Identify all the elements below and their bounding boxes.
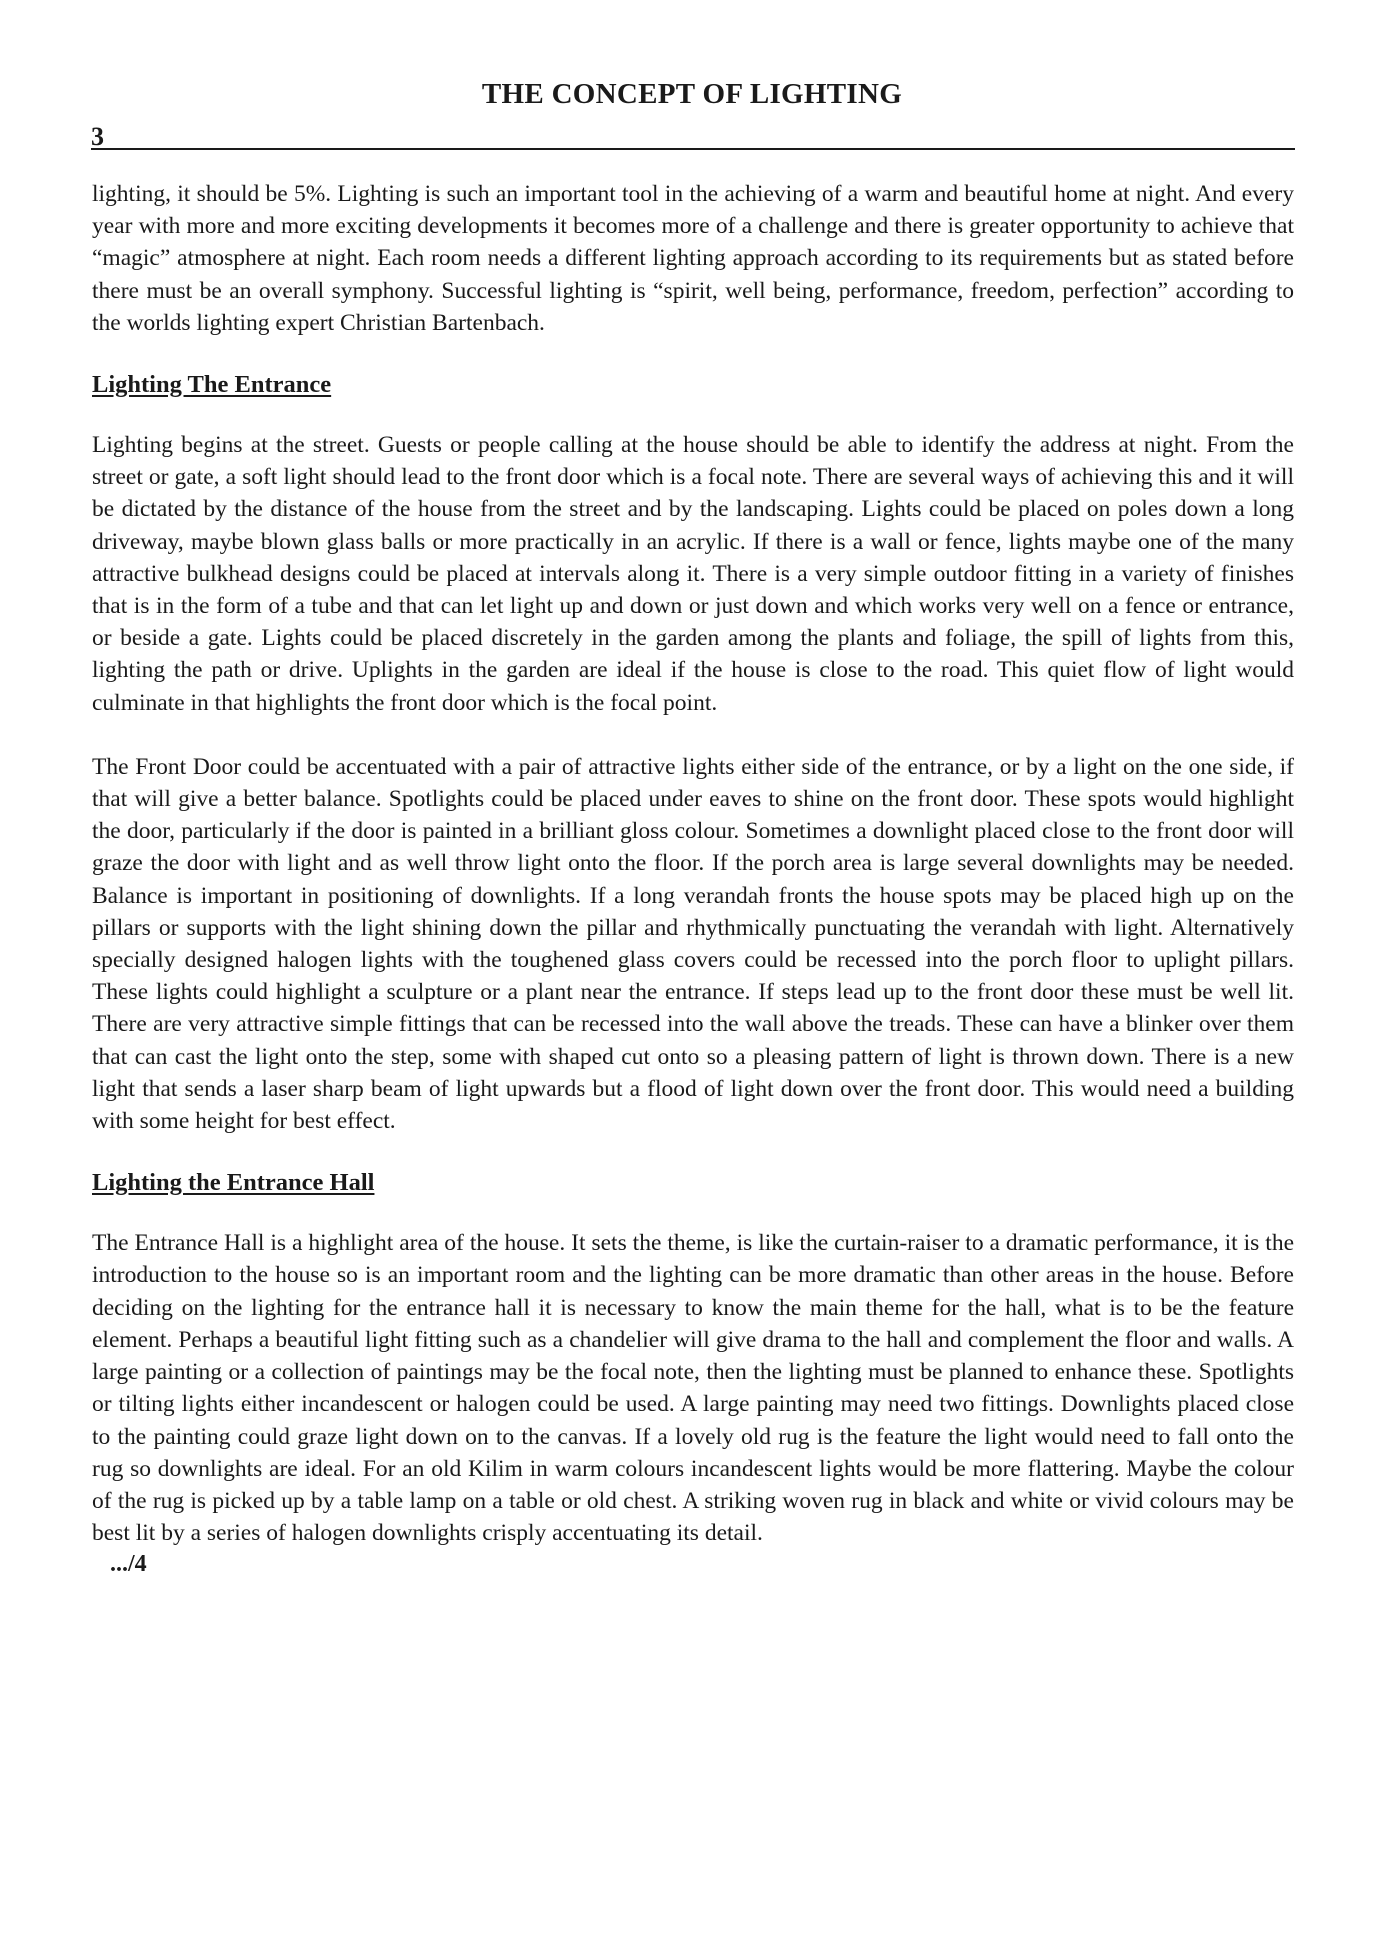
page-number: 3 <box>91 122 104 151</box>
entrance-hall-paragraph-1: The Entrance Hall is a highlight area of the house. It sets the theme, is like the curtain-raiser to a dramatic performance, it is the introduction to the house so is an important room and the lighting can be more dramatic than other areas in the house. Before deciding on the lighting for the entrance hall it is necessary to know the main theme for the hall, what is to be the feature element. Perhaps a beautiful light fitting such as a chandelier will give drama to the hall and complement the floor and walls. A large painting or a collection of paintings may be the focal note, then the lighting must be planned to enhance these. Spotlights or tilting lights either incandescent or halogen could be used. A large painting may need two fittings. Downlights placed close to the painting could graze light down on to the canvas. If a lovely old rug is the feature the light would need to fall onto the rug so downlights are ideal. For an old Kilim in warm colours incandescent lights would be more flattering. Maybe the colour of the rug is picked up by a table lamp on a table or old chest. A striking woven rug in black and white or vivid colours may be best lit by a series of halogen downlights crisply accentuating its detail. <box>92 1230 1294 1547</box>
header-divider <box>91 148 1295 150</box>
section-heading-entrance: Lighting The Entrance <box>92 371 332 399</box>
paragraph-spacer <box>92 719 1294 751</box>
document-title: THE CONCEPT OF LIGHTING <box>481 78 903 110</box>
entrance-paragraph-1: Lighting begins at the street. Guests or people calling at the house should be able to identify the address at night. From the street or gate, a soft light should lead to the front door which is a focal note. There are several ways of achieving this and it will be dictated by the distance of the house from the street and by the landscaping. Lights could be placed on poles down a long driveway, maybe blown glass balls or more practically in an acrylic. If there is a wall or fence, lights maybe one of the many attractive bulkhead designs could be placed at intervals along it. There is a very simple outdoor fitting in a variety of finishes that is in the form of a tube and that can let light up and down or just down and which works very well on a fence or entrance, or beside a gate. Lights could be placed discretely in the garden among the plants and foliage, the spill of lights from this, lighting the path or drive. Uplights in the garden are ideal if the house is close to the road. This quiet flow of light would culminate in that highlights the front door which is the focal point. <box>92 432 1294 716</box>
section-spacer <box>92 1137 1294 1169</box>
heading-spacer <box>92 1197 1294 1227</box>
section-spacer <box>92 339 1294 371</box>
entrance-paragraph-2: The Front Door could be accentuated with a pair of attractive lights either side of the entrance, or by a light on the one side, if that will give a better balance. Spotlights could be placed under eaves to shine on the front door. These spots would highlight the door, particularly if the door is painted in a brilliant gloss colour. Sometimes a downlight placed close to the front door will graze the door with light and as well throw light onto the floor. If the porch area is large several downlights may be needed. Balance is important in positioning of downlights. If a long verandah fronts the house spots may be placed high up on the pillars or supports with the light shining down the pillar and rhythmically punctuating the verandah with light. Alternatively specially designed halogen lights with the toughened glass covers could be recessed into the porch floor to uplight pillars. These lights could highlight a sculpture or a plant near the entrance. If steps lead up to the front door these must be well lit. There are very attractive simple fittings that can be recessed into the wall above the treads. These can have a blinker over them that can cast the light onto the step, some with shaped cut onto so a pleasing pattern of light is thrown down. There is a new light that sends a laser sharp beam of light upwards but a flood of light down over the front door. This would need a building with some height for best effect. <box>92 753 1294 1135</box>
heading-spacer <box>92 399 1294 429</box>
document-body <box>92 178 1294 1578</box>
intro-paragraph: lighting, it should be 5%. Lighting is such an important tool in the achieving of a warm and beautiful home at night. And every year with more and more exciting developments it becomes more of a challenge and there is greater opportunity to achieve that “magic” atmosphere at night. Each room needs a different lighting approach according to its requirements but as stated before there must be an overall symphony. Successful lighting is “spirit, well being, performance, freedom, perfection” according to the worlds lighting expert Christian Bartenbach. <box>92 181 1294 336</box>
section-heading-entrance-hall: Lighting the Entrance Hall <box>92 1169 375 1197</box>
continuation-marker: .../4 <box>110 1551 147 1578</box>
